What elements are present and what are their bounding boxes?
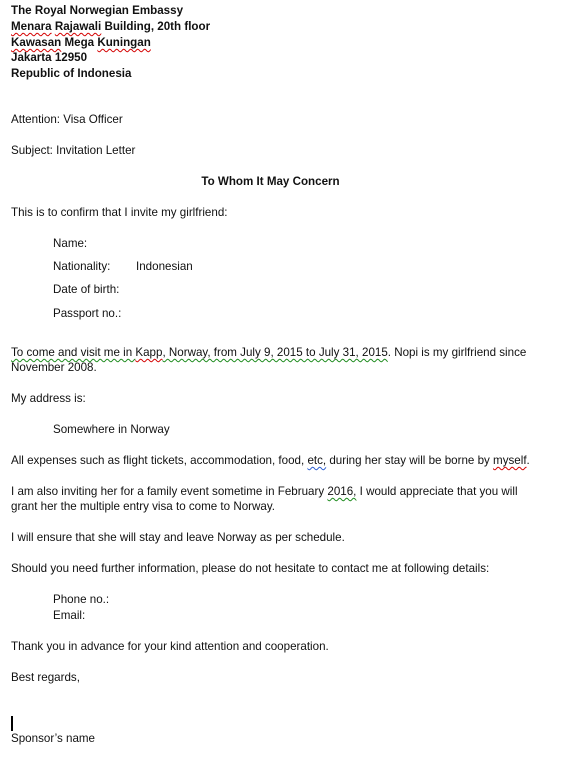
expenses-text-mid: during her stay will be borne by bbox=[326, 454, 494, 467]
address-line-district bbox=[11, 36, 151, 50]
address-word-rajawali: Rajawali bbox=[54, 20, 102, 33]
address-word-menara: Menara bbox=[11, 20, 52, 33]
closing-line: Best regards, bbox=[11, 671, 80, 684]
family-year: 2016, bbox=[327, 485, 357, 498]
expenses-myself: myself bbox=[493, 454, 527, 467]
expenses-paragraph bbox=[11, 454, 530, 468]
text-cursor[interactable] bbox=[11, 716, 13, 731]
visit-town-kapp: Kapp bbox=[135, 346, 163, 359]
name-label: Name: bbox=[53, 237, 88, 250]
address-label: My address is: bbox=[11, 392, 86, 405]
address-line-building bbox=[11, 20, 210, 34]
attention-line: Attention: Visa Officer bbox=[11, 113, 123, 126]
address-word-mega: Mega bbox=[61, 36, 98, 49]
expenses-text-start: All expenses such as flight tickets, accommodation, food, bbox=[11, 454, 308, 467]
visit-paragraph-line2: November 2008. bbox=[11, 361, 97, 374]
address-word-kawasan: Kawasan bbox=[11, 36, 62, 49]
family-text-end: I would appreciate that you will bbox=[356, 485, 518, 498]
nationality-value: Indonesian bbox=[136, 260, 193, 273]
ensure-paragraph: I will ensure that she will stay and leave Norway as per schedule. bbox=[11, 531, 345, 544]
embassy-name: The Royal Norwegian Embassy bbox=[11, 4, 184, 17]
expenses-period: . bbox=[526, 454, 530, 467]
salutation-heading: To Whom It May Concern bbox=[201, 175, 340, 188]
nationality-label: Nationality: bbox=[53, 260, 111, 273]
visit-dates: , Norway, from July 9, 2015 to July 31, 2015 bbox=[162, 346, 388, 359]
family-paragraph-line1 bbox=[11, 485, 518, 499]
address-line-country: Republic of Indonesia bbox=[11, 67, 132, 80]
expenses-etc: etc, bbox=[307, 454, 327, 467]
passport-label: Passport no.: bbox=[53, 307, 122, 320]
phone-label: Phone no.: bbox=[53, 593, 110, 606]
subject-line: Subject: Invitation Letter bbox=[11, 144, 136, 157]
my-address-value: Somewhere in Norway bbox=[53, 423, 170, 436]
intro-paragraph: This is to confirm that I invite my girlfriend: bbox=[11, 206, 228, 219]
family-paragraph-line2: grant her the multiple entry visa to come to Norway. bbox=[11, 500, 275, 513]
address-building-floor: Building, 20th floor bbox=[101, 20, 211, 33]
visit-text-end: . Nopi is my girlfriend since bbox=[387, 346, 527, 359]
visit-text-start: To come and visit me in bbox=[11, 346, 136, 359]
family-text-start: I am also inviting her for a family event sometime in February bbox=[11, 485, 328, 498]
sponsor-name-line: Sponsor’s name bbox=[11, 732, 95, 745]
email-label: Email: bbox=[53, 609, 86, 622]
dob-label: Date of birth: bbox=[53, 283, 120, 296]
address-word-kuningan: Kuningan bbox=[97, 36, 151, 49]
address-line-city: Jakarta 12950 bbox=[11, 51, 88, 64]
visit-paragraph-line1 bbox=[11, 346, 526, 360]
thanks-paragraph: Thank you in advance for your kind attention and cooperation. bbox=[11, 640, 329, 653]
further-info-paragraph: Should you need further information, please do not hesitate to contact me at following details: bbox=[11, 562, 490, 575]
